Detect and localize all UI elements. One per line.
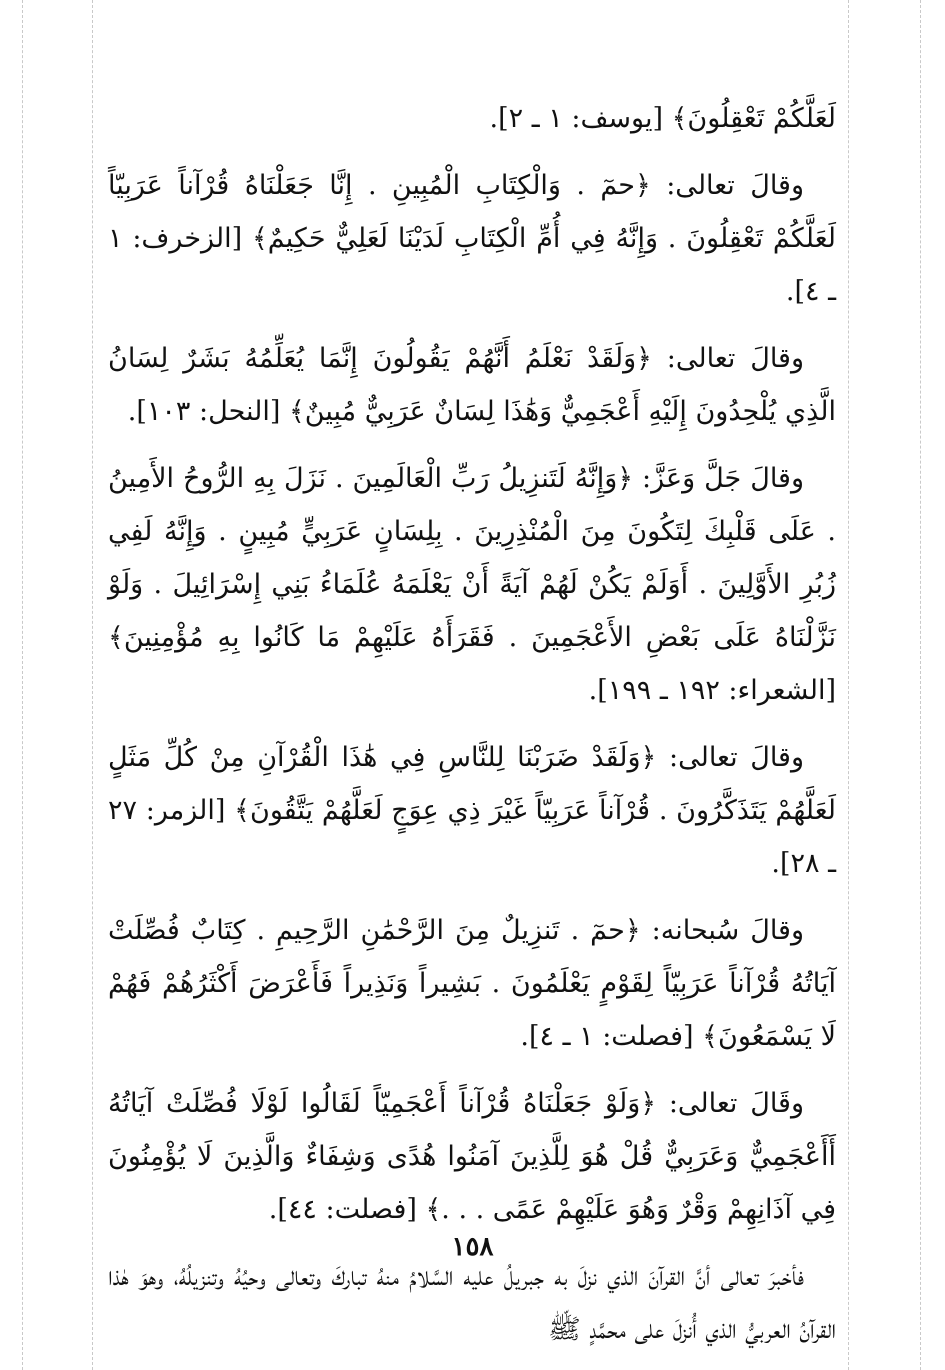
- paragraph-conclusion: فأخبرَ تعالى أنَّ القرآنَ الذي نزلَ به جبريلُ عليه السَّلامُ منهُ تباركَ وتعالى وحيُهُ وتنزيلُهُ، وهوَ هٰذا القرآنُ العربيُّ الذي أُنزلَ على محمَّدٍ ﷺ: [108, 1261, 836, 1345]
- margin-guide-line: [22, 0, 23, 1370]
- page-number: ١٥٨: [451, 1232, 494, 1262]
- paragraph-continuation-yusuf: لَعَلَّكُمْ تَعْقِلُونَ﴾ [يوسف: ١ ـ ٢].: [489, 103, 836, 134]
- margin-guide-line: [92, 0, 93, 1370]
- paragraph-nahl: وقالَ تعالى: ﴿وَلَقَدْ نَعْلَمُ أَنَّهُمْ يَقُولُونَ إِنَّمَا يُعَلِّمُهُ بَشَرٌ لِسَانُ الَّذِي يُلْحِدُونَ إِلَيْهِ أَعْجَمِيٌّ وَهَٰذَا لِسَانٌ عَرَبِيٌّ مُبِينٌ﴾ [النحل: ١٠٣].: [108, 343, 836, 427]
- paragraph-fussilat-44: وقَالَ تعالى: ﴿وَلَوْ جَعَلْنَاهُ قُرْآناً أَعْجَمِيّاً لَقَالُوا لَوْلَا فُصِّلَتْ آيَاتُهُ أَأَعْجَمِيٌّ وَعَرَبِيٌّ قُلْ هُوَ لِلَّذِينَ آمَنُوا هُدًى وَشِفَاءٌ وَالَّذِينَ لَا يُؤْمِنُونَ فِي آذَانِهِمْ وَقْرٌ وَهُوَ عَلَيْهِمْ عَمًى . . .﴾ [فصلت: ٤٤].: [108, 1088, 836, 1225]
- book-page-body: [108, 92, 836, 1370]
- paragraph-zumar: وقالَ تعالى: ﴿وَلَقَدْ ضَرَبْنَا لِلنَّاسِ فِي هَٰذَا الْقُرْآنِ مِنْ كُلِّ مَثَلٍ لَعَلَّهُمْ يَتَذَكَّرُونَ . قُرْآناً عَرَبِيّاً غَيْرَ ذِي عِوَجٍ لَعَلَّهُمْ يَتَّقُونَ﴾ [الزمر: ٢٧ ـ ٢٨].: [108, 742, 836, 879]
- margin-guide-line: [848, 0, 849, 1370]
- paragraph-shuara: وقالَ جَلَّ وَعَزَّ: ﴿وَإِنَّهُ لَتَنزِيلُ رَبِّ الْعَالَمِينَ . نَزَلَ بِهِ الرُّوحُ الأَمِينُ . عَلَى قَلْبِكَ لِتَكُونَ مِنَ الْمُنْذِرِينَ . بِلِسَانٍ عَرَبِيٍّ مُبِينٍ . وَإِنَّهُ لَفِي زُبُرِ الأَوَّلِينَ . أَوَلَمْ يَكُنْ لَهُمْ آيَةً أَنْ يَعْلَمَهُ عُلَمَاءُ بَنِي إِسْرَائِيلَ . وَلَوْ نَزَّلْنَاهُ عَلَى بَعْضِ الأَعْجَمِينَ . فَقَرَأَهُ عَلَيْهِمْ مَا كَانُوا بِهِ مُؤْمِنِينَ﴾ [الشعراء: ١٩٢ ـ ١٩٩].: [108, 463, 836, 706]
- margin-guide-line: [920, 0, 921, 1370]
- paragraph-zukhruf: وقالَ تعالى: ﴿حمٓ . وَالْكِتَابِ الْمُبِينِ . إِنَّا جَعَلْنَاهُ قُرْآناً عَرَبِيّاً لَعَلَّكُمْ تَعْقِلُونَ . وَإِنَّهُ فِي أُمِّ الْكِتَابِ لَدَيْنَا لَعَلِيٌّ حَكِيمٌ﴾ [الزخرف: ١ ـ ٤].: [108, 170, 836, 307]
- paragraph-fussilat-1: وقالَ سُبحانه: ﴿حمٓ . تَنزِيلٌ مِنَ الرَّحْمَٰنِ الرَّحِيمِ . كِتَابٌ فُصِّلَتْ آيَاتُهُ قُرْآناً عَرَبِيّاً لِقَوْمٍ يَعْلَمُونَ . بَشِيراً وَنَذِيراً فَأَعْرَضَ أَكْثَرُهُمْ فَهُمْ لَا يَسْمَعُونَ﴾ [فصلت: ١ ـ ٤].: [108, 915, 836, 1052]
